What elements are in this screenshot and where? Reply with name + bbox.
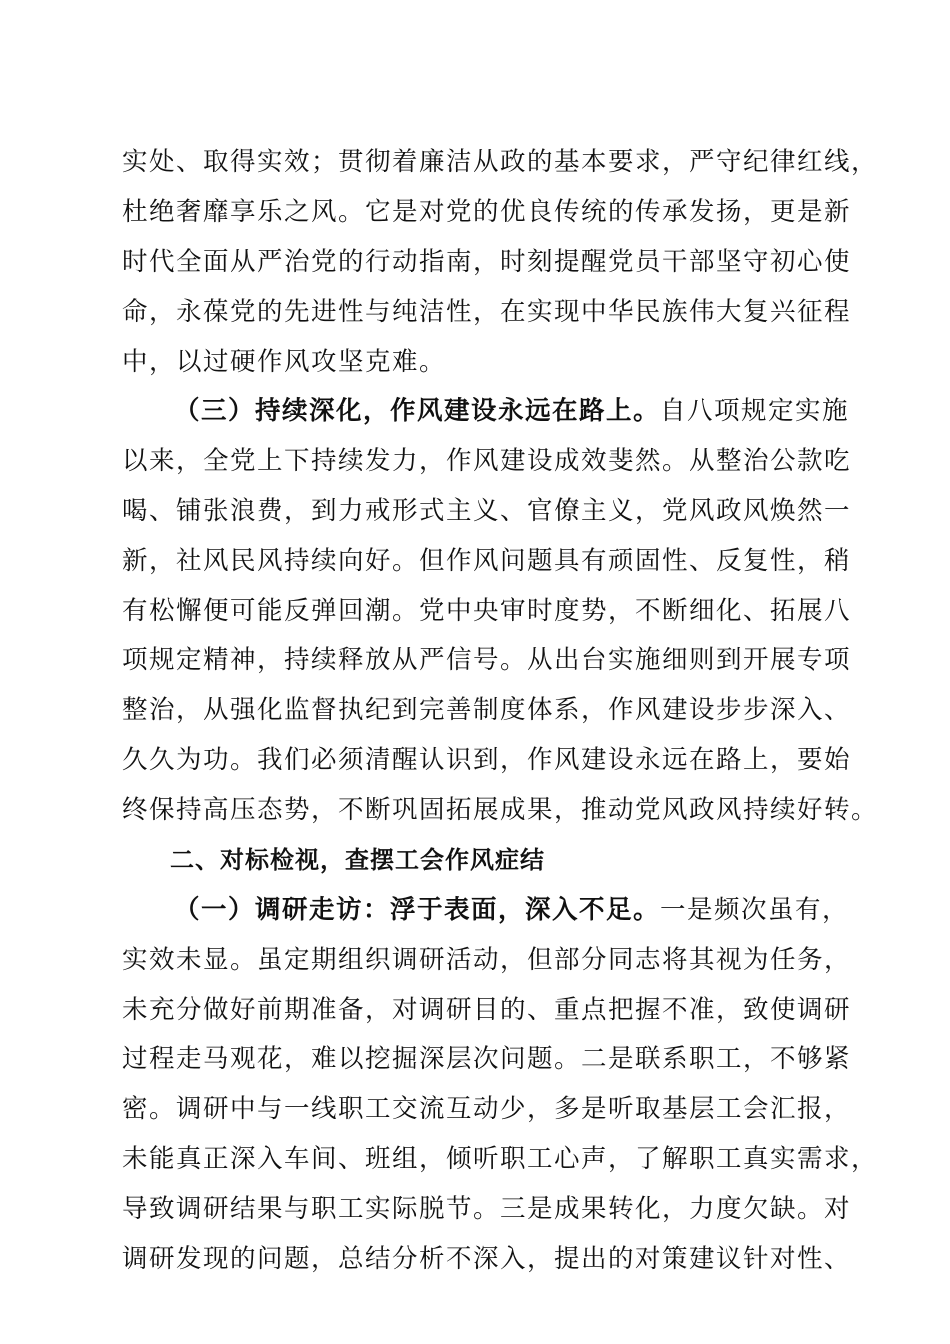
body-line: 未充分做好前期准备，对调研目的、重点把握不准，致使调研	[122, 995, 852, 1025]
body-line: 项规定精神，持续释放从严信号。从出台实施细则到开展专项	[122, 645, 852, 675]
body-text: 一是频次虽有，	[660, 895, 850, 925]
body-line: 喝、铺张浪费，到力戒形式主义、官僚主义，党风政风焕然一	[122, 496, 852, 526]
paragraph-first-line	[174, 888, 849, 932]
subheading-lead: （一）调研走访：浮于表面，深入不足。	[174, 895, 661, 925]
paragraph-first-line	[174, 389, 849, 433]
body-line: 杜绝奢靡享乐之风。它是对党的优良传统的传承发扬，更是新	[122, 197, 852, 227]
body-line: 实效未显。虽定期组织调研活动，但部分同志将其视为任务，	[122, 945, 852, 975]
body-line: 实处、取得实效；贯彻着廉洁从政的基本要求，严守纪律红线，	[122, 147, 879, 177]
body-line: 时代全面从严治党的行动指南，时刻提醒党员干部坚守初心使	[122, 247, 852, 277]
body-line: 命，永葆党的先进性与纯洁性，在实现中华民族伟大复兴征程	[122, 297, 852, 327]
section-heading: 二、对标检视，查摆工会作风症结	[170, 846, 545, 874]
body-line: 过程走马观花，难以挖掘深层次问题。二是联系职工，不够紧	[122, 1044, 852, 1074]
body-text: 自八项规定实施	[660, 396, 850, 426]
body-line: 终保持高压态势，不断巩固拓展成果，推动党风政风持续好转。	[122, 795, 879, 825]
body-line: 新，社风民风持续向好。但作风问题具有顽固性、反复性，稍	[122, 546, 852, 576]
body-line: 密。调研中与一线职工交流互动少，多是听取基层工会汇报，	[122, 1094, 852, 1124]
body-line: 导致调研结果与职工实际脱节。三是成果转化，力度欠缺。对	[122, 1194, 852, 1224]
body-line: 调研发现的问题，总结分析不深入，提出的对策建议针对性、	[122, 1244, 852, 1274]
body-line: 未能真正深入车间、班组，倾听职工心声，了解职工真实需求，	[122, 1144, 879, 1174]
body-line: 整治，从强化监督执纪到完善制度体系，作风建设步步深入、	[122, 695, 852, 725]
body-line: 以来，全党上下持续发力，作风建设成效斐然。从整治公款吃	[122, 446, 852, 476]
body-line: 中，以过硬作风攻坚克难。	[122, 347, 447, 377]
body-line: 有松懈便可能反弹回潮。党中央审时度势，不断细化、拓展八	[122, 596, 852, 626]
subheading-lead: （三）持续深化，作风建设永远在路上。	[174, 396, 661, 426]
body-line: 久久为功。我们必须清醒认识到，作风建设永远在路上，要始	[122, 745, 852, 775]
